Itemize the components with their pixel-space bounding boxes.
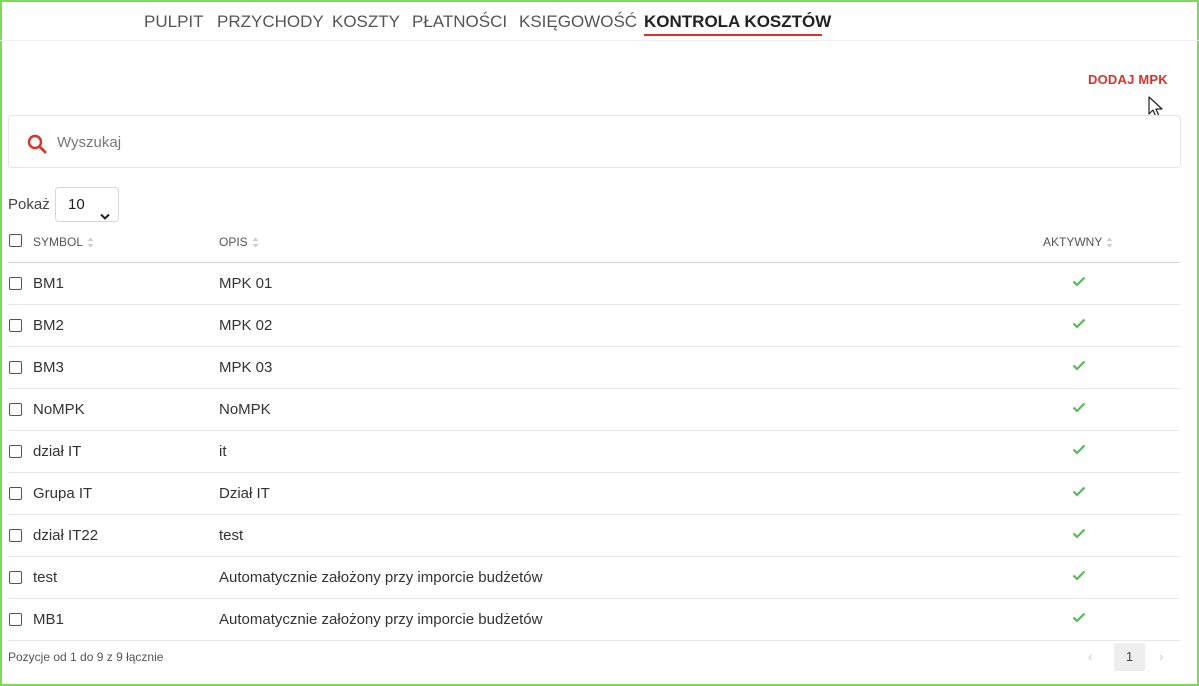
- table-row[interactable]: [8, 347, 1180, 389]
- table-header-row: [8, 228, 1180, 263]
- row-checkbox[interactable]: [9, 403, 22, 416]
- row-checkbox[interactable]: [9, 361, 22, 374]
- active-check-icon: [1072, 486, 1086, 497]
- active-check-icon: [1072, 318, 1086, 329]
- table-row[interactable]: [8, 431, 1180, 473]
- column-header-opis[interactable]: OPIS: [219, 235, 259, 249]
- row-checkbox[interactable]: [9, 613, 22, 626]
- cell-opis: NoMPK: [219, 401, 271, 418]
- add-mpk-button[interactable]: DODAJ MPK: [1088, 72, 1168, 87]
- pagination-prev-button[interactable]: ‹: [1088, 649, 1093, 664]
- sort-icon: [87, 237, 94, 248]
- active-check-icon: [1072, 444, 1086, 455]
- pagination-page-1[interactable]: 1: [1114, 643, 1145, 671]
- top-navigation: [0, 12, 1199, 41]
- page-size-label: Pokaż: [8, 196, 50, 213]
- nav-item-koszty[interactable]: KOSZTY: [332, 12, 401, 31]
- cell-symbol: MB1: [33, 611, 64, 628]
- nav-item-pulpit[interactable]: PULPIT: [144, 12, 204, 31]
- sort-icon: [252, 237, 259, 248]
- row-checkbox[interactable]: [9, 487, 22, 500]
- column-header-aktywny[interactable]: AKTYWNY: [1043, 235, 1113, 249]
- active-tab-indicator: [644, 34, 822, 36]
- cell-opis: it: [219, 443, 227, 460]
- search-icon: [27, 134, 47, 159]
- cell-symbol: BM1: [33, 275, 64, 292]
- nav-item-ksiegowosc[interactable]: KSIĘGOWOŚĆ: [519, 12, 638, 31]
- active-check-icon: [1072, 276, 1086, 287]
- active-check-icon: [1072, 570, 1086, 581]
- row-checkbox[interactable]: [9, 571, 22, 584]
- search-input[interactable]: [55, 128, 1159, 156]
- active-check-icon: [1072, 402, 1086, 413]
- nav-item-przychody[interactable]: PRZYCHODY: [217, 12, 324, 31]
- column-header-symbol[interactable]: SYMBOL: [33, 235, 94, 249]
- table-row[interactable]: [8, 599, 1180, 641]
- select-all-checkbox[interactable]: [9, 234, 22, 247]
- sort-icon: [1106, 237, 1113, 248]
- cell-symbol: BM2: [33, 317, 64, 334]
- cell-opis: Automatycznie założony przy imporcie budżetów: [219, 569, 543, 586]
- cell-opis: MPK 03: [219, 359, 273, 376]
- cell-opis: Automatycznie założony przy imporcie budżetów: [219, 611, 543, 628]
- cell-opis: Dział IT: [219, 485, 270, 502]
- row-checkbox[interactable]: [9, 529, 22, 542]
- active-check-icon: [1072, 612, 1086, 623]
- cell-symbol: NoMPK: [33, 401, 85, 418]
- cell-symbol: dział IT: [33, 443, 82, 460]
- cell-opis: MPK 01: [219, 275, 273, 292]
- pagination-info: Pozycje od 1 do 9 z 9 łącznie: [8, 650, 164, 664]
- nav-item-kontrola-kosztow[interactable]: KONTROLA KOSZTÓW: [644, 12, 832, 31]
- mpk-table: [8, 228, 1180, 641]
- search-box: [8, 115, 1181, 168]
- cell-opis: test: [219, 527, 244, 544]
- page-size-select[interactable]: [55, 187, 119, 222]
- table-row[interactable]: [8, 263, 1180, 305]
- cell-opis: MPK 02: [219, 317, 273, 334]
- row-checkbox[interactable]: [9, 319, 22, 332]
- table-row[interactable]: [8, 473, 1180, 515]
- table-row[interactable]: [8, 389, 1180, 431]
- cell-symbol: dział IT22: [33, 527, 99, 544]
- pagination-next-button[interactable]: ›: [1159, 649, 1164, 664]
- page-size-value: 10: [68, 196, 85, 213]
- cell-symbol: BM3: [33, 359, 64, 376]
- cell-symbol: Grupa IT: [33, 485, 93, 502]
- active-check-icon: [1072, 360, 1086, 371]
- nav-item-platnosci[interactable]: PŁATNOŚCI: [412, 12, 508, 31]
- active-check-icon: [1072, 528, 1086, 539]
- cell-symbol: test: [33, 569, 58, 586]
- table-row[interactable]: [8, 515, 1180, 557]
- table-row[interactable]: [8, 305, 1180, 347]
- row-checkbox[interactable]: [9, 445, 22, 458]
- table-row[interactable]: [8, 557, 1180, 599]
- row-checkbox[interactable]: [9, 277, 22, 290]
